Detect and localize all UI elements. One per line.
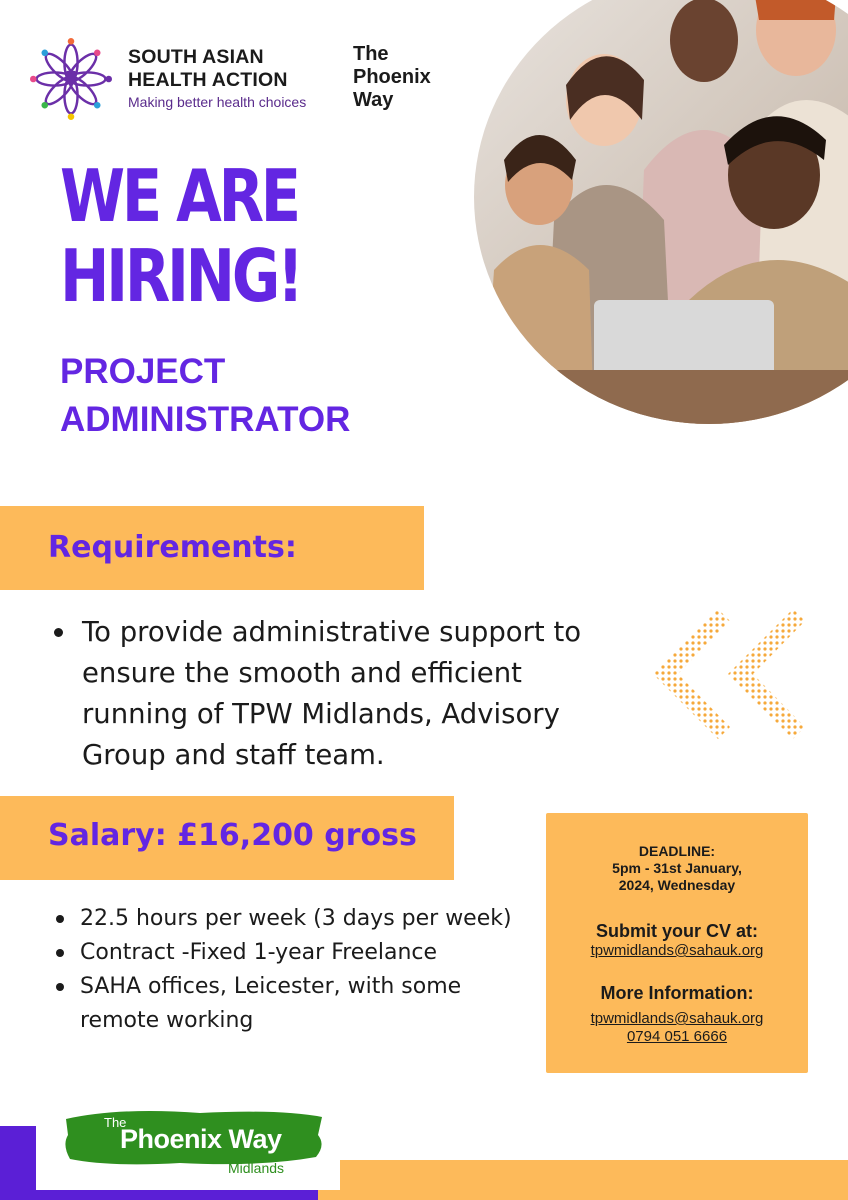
salary-detail-item: SAHA offices, Leicester, with some remote working <box>54 970 514 1038</box>
submit-email-link[interactable]: tpwmidlands@sahauk.org <box>590 942 764 959</box>
deadline-label: DEADLINE: <box>638 843 716 859</box>
more-info-email-link[interactable]: tpwmidlands@sahauk.org <box>590 1010 764 1027</box>
org-name <box>128 46 288 92</box>
phone-number-link[interactable]: 0794 051 6666 <box>626 1028 728 1045</box>
headline-line1: WE ARE <box>60 154 298 238</box>
saha-lotus-logo-icon <box>30 38 112 120</box>
partner-name <box>353 43 431 112</box>
deadline-date-line2: 2024, Wednesday <box>618 877 736 893</box>
hiring-headline <box>60 156 306 316</box>
org-name-line2: HEALTH ACTION <box>128 69 288 91</box>
job-title-line2: ADMINISTRATOR <box>60 400 351 439</box>
requirement-item: To provide administrative support to ensure the smooth and efficient running of TPW Midlands, Advisory Group and staff team. <box>52 612 612 776</box>
partner-name-line3: Way <box>353 89 394 111</box>
submit-cv-label: Submit your CV at: <box>595 921 758 941</box>
salary-detail-item: Contract -Fixed 1-year Freelance <box>54 936 514 970</box>
salary-details-list <box>54 902 514 1038</box>
salary-detail-item: 22.5 hours per week (3 days per week) <box>54 902 514 936</box>
team-photo <box>474 0 848 424</box>
phoenix-way-midlands-logo <box>60 1105 330 1181</box>
more-info-label: More Information: <box>600 983 754 1003</box>
footer-orange-strip <box>318 1160 848 1200</box>
footer-logo-small: The <box>104 1115 127 1130</box>
requirements-title: Requirements: <box>48 530 297 565</box>
org-name-line1: SOUTH ASIAN <box>128 46 264 68</box>
job-title <box>60 348 350 444</box>
partner-name-line2: Phoenix <box>353 66 431 88</box>
deadline-date-line1: 5pm - 31st January, <box>612 860 742 876</box>
partner-name-line1: The <box>353 43 389 65</box>
application-info-box <box>546 813 808 1073</box>
footer-logo-sub: Midlands <box>228 1160 285 1176</box>
headline-line2: HIRING! <box>60 234 301 318</box>
footer-logo-main: Phoenix Way <box>120 1124 282 1154</box>
salary-title: Salary: £16,200 gross <box>48 818 417 853</box>
job-title-line1: PROJECT <box>60 352 226 391</box>
chevrons-decoration-icon <box>648 604 808 744</box>
requirements-list <box>52 612 612 776</box>
org-tagline: Making better health choices <box>128 94 307 110</box>
